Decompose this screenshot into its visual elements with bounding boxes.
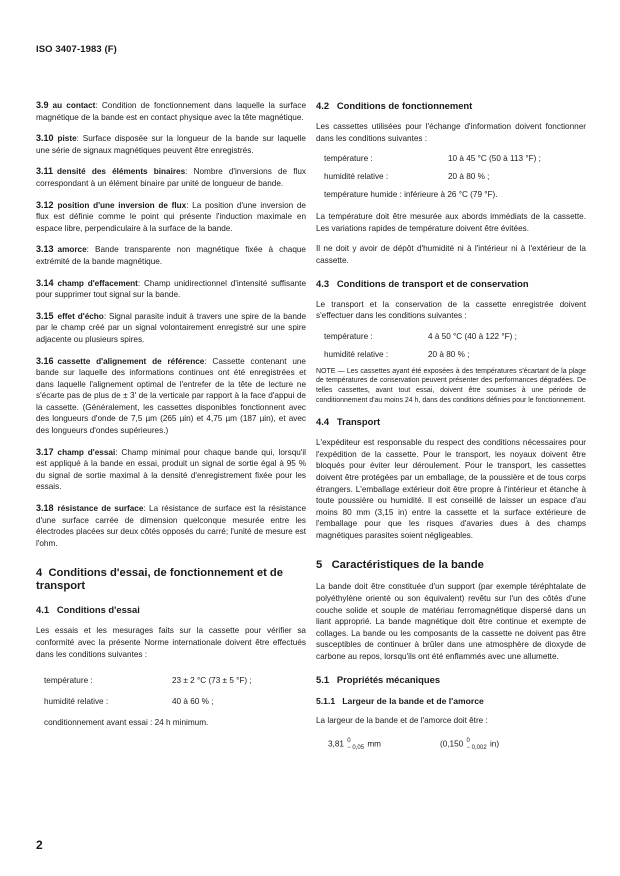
definition-number: 3.10 <box>36 133 54 144</box>
section-4-1-heading <box>36 604 306 616</box>
condition-label: température : <box>44 676 93 686</box>
section-number: 4.3 <box>316 277 330 289</box>
section-5-1-1-text: La largeur de la bande et de l'amorce doit être : <box>316 715 488 725</box>
condition-label: humidité relative : <box>324 349 389 359</box>
condition-value: 4 à 50 °C (40 à 122 °F) ; <box>428 331 517 341</box>
condition-label: température : <box>324 331 373 341</box>
condition-label: température : <box>324 154 373 164</box>
definition-number: 3.17 <box>36 446 54 457</box>
definition-term: résistance de surface <box>57 504 144 514</box>
definition-term: piste <box>57 134 77 144</box>
definition-text: : Cassette contenant une bande sur laquelle des informations continues ont été enregistrées et dans laquelle l'alignement optimal de l'entrefer de la tête de lecture ne s'écarte pas de plus de ± 3' de la verticale par rapport à la face d'appui de la cassette. (Généralement, les cassettes disponibles fonctionnent avec des longueurs d'onde de 7,5 µm (265 µin) et 4,75 µm (187 µin), et avec des longueurs d'ondes supérieures.) <box>36 356 306 436</box>
section-5-heading <box>316 559 586 572</box>
section-number: 5 <box>316 559 323 572</box>
document-header: ISO 3407-1983 (F) <box>36 44 117 55</box>
section-4-2-heading <box>316 100 586 112</box>
section-title: Caractéristiques de la bande <box>331 559 484 572</box>
definition-item <box>36 447 306 493</box>
op-condition-wet-temperature <box>324 189 586 202</box>
section-4-3-heading <box>316 278 586 290</box>
tolerance-lower: − 0,05 <box>347 744 365 751</box>
definition-text: : Signal parasite induit à travers une spire de la bande par le champ créé par un signal volontairement enregistré sur une spire adjacente ou plusieurs spires. <box>36 311 307 344</box>
section-number: 5.1 <box>316 673 330 685</box>
condition-label: conditionnement avant essai : 24 h minimum. <box>44 718 209 728</box>
width-in-value: (0,150 <box>440 739 464 749</box>
definition-term: champ d'essai <box>57 447 116 457</box>
section-4-2-text: Les cassettes utilisées pour l'échange d'information doivent fonctionner dans les conditions suivantes : <box>316 122 586 143</box>
section-4-1-text: Les essais et les mesurages faits sur la cassette pour vérifier sa conformité avec la présente Norme internationale doivent être effectués dans les conditions suivantes : <box>36 626 306 659</box>
section-title: Conditions d'essai <box>56 604 140 616</box>
definitions-list <box>36 100 306 549</box>
section-title: Largeur de la bande et de l'amorce <box>342 695 484 706</box>
section-title: Conditions de transport et de conservation <box>336 277 529 289</box>
definition-number: 3.15 <box>36 310 54 321</box>
definition-term: densité des éléments binaires <box>57 167 186 177</box>
definition-number: 3.9 <box>36 100 49 110</box>
width-in-tolerance <box>467 738 487 751</box>
storage-note: NOTE — Les cassettes ayant été exposées à des températures s'écartant de la plage de températures de conservation peuvent présenter des performances dégradées. De telles cassettes, avant tout essai, doivent être soumises à une période de conditionnement d'au moins 24 h, dans des conditions définies pour le fonctionnement. <box>316 367 586 404</box>
right-column <box>316 100 586 752</box>
definition-number: 3.16 <box>36 355 54 366</box>
tolerance-upper: 0 <box>347 738 351 745</box>
definition-item <box>36 503 306 549</box>
section-title: Conditions de fonctionnement <box>336 100 473 111</box>
definition-number: 3.18 <box>36 503 54 514</box>
definition-text: : Champ minimal pour chaque bande qui, lorsqu'il est appliqué à la bande en essai, produit un signal de sortie égal à 95 % du signal de sortie maximal à la densité d'enregistrement fixée pour les essais. <box>36 447 307 492</box>
definition-number: 3.11 <box>36 166 54 177</box>
section-title: Propriétés mécaniques <box>336 673 441 685</box>
storage-condition-temperature <box>324 331 586 344</box>
test-condition-humidity <box>44 696 306 709</box>
section-number: 4.1 <box>36 604 50 616</box>
condition-value: 40 à 60 % ; <box>172 697 214 707</box>
definition-term: cassette d'alignement de référence <box>57 356 205 366</box>
width-mm-tolerance <box>347 738 364 751</box>
condition-value: 20 à 80 % ; <box>448 172 490 182</box>
width-mm-unit: mm <box>367 739 381 749</box>
definition-text: : La position d'une inversion de flux est définie comme le point qui présente l'induction maximale en espace libre, perpendiculaire à la surface de la bande. <box>36 200 306 233</box>
section-title: Conditions d'essai, de fonctionnement et de transport <box>36 567 283 593</box>
section-5-text: La bande doit être constituée d'un support (par exemple téréphtalate de polyéthylène orienté ou son équivalent) revêtu sur l'un des côtés d'une couche solide et souple de matériau ferromagnétique dispersé dans un liant approprié. La bande magnétique doit être continue et exempte de collages. La bande ou les composants de la cassette ne doivent pas être susceptibles de continuer à brûler dans une atmosphère de dioxyde de carbone au repos, lorsqu'ils ont été enflammés avec une allumette. <box>316 582 586 662</box>
section-4-3-text: Le transport et la conservation de la cassette enregistrée doivent s'effectuer dans les conditions suivantes : <box>316 299 586 321</box>
page-number: 2 <box>36 838 43 852</box>
width-in <box>440 738 499 751</box>
definition-number: 3.13 <box>36 244 54 255</box>
definition-term: effet d'écho <box>57 311 104 321</box>
storage-condition-humidity <box>324 349 586 362</box>
section-4-2-paragraph-3: Il ne doit y avoir de dépôt d'humidité ni à l'intérieur ni à l'extérieur de la cassette. <box>316 244 586 265</box>
definition-text: : Surface disposée sur la longueur de la bande sur laquelle une série de signaux magnétiques peuvent être enregistrés. <box>36 134 306 155</box>
op-condition-humidity <box>324 171 586 184</box>
section-number: 4 <box>36 567 43 580</box>
section-title: Transport <box>336 416 381 428</box>
definition-item <box>36 244 306 267</box>
definition-number: 3.14 <box>36 277 54 288</box>
left-column <box>36 100 306 735</box>
definition-item <box>36 100 306 123</box>
definition-text: : Condition de fonctionnement dans laquelle la surface magnétique de la bande est en contact physique avec la tête magnétique. <box>36 101 306 122</box>
definition-term: position d'une inversion de flux <box>57 200 187 210</box>
definition-term: amorce <box>57 245 87 255</box>
condition-label: humidité relative : <box>44 697 109 707</box>
definition-text: : Bande transparente non magnétique fixée à chaque extrémité de la bande magnétique. <box>36 245 306 266</box>
test-condition-temperature <box>44 675 306 688</box>
condition-value: 23 ± 2 °C (73 ± 5 °F) ; <box>172 676 252 686</box>
definition-item <box>36 311 306 346</box>
definition-item <box>36 166 306 189</box>
section-4-heading <box>36 567 306 593</box>
op-condition-temperature <box>324 153 586 166</box>
tolerance-upper: 0 <box>466 738 470 745</box>
section-5-1-1-heading <box>316 695 586 707</box>
definition-text: : Champ unidirectionnel d'intensité suffisante pour supprimer tout signal sur la bande. <box>36 278 307 300</box>
section-4-4-heading <box>316 416 586 428</box>
tolerance-lower: − 0,002 <box>466 744 487 751</box>
section-5-1-heading <box>316 674 586 686</box>
condition-label: température humide : inférieure à 26 °C (79 °F). <box>324 190 498 200</box>
definition-item <box>36 356 306 437</box>
definition-term: champ d'effacement <box>57 278 138 288</box>
condition-value: 10 à 45 °C (50 à 113 °F) ; <box>448 154 541 164</box>
width-mm-value: 3,81 <box>328 739 344 749</box>
tape-width-tolerance <box>328 736 586 752</box>
definition-item <box>36 278 306 301</box>
width-mm <box>328 738 381 751</box>
test-condition-conditioning <box>44 717 306 730</box>
section-number: 5.1.1 <box>316 695 336 706</box>
section-number: 4.4 <box>316 416 330 428</box>
condition-value: 20 à 80 % ; <box>428 349 470 359</box>
definition-text: : La résistance de surface est la résistance d'une surface carrée de dimension quelconque mesurée entre les électrodes placées sur deux côtés opposés du carré; l'unité de mesure est l'ohm. <box>36 504 307 548</box>
definition-number: 3.12 <box>36 199 54 210</box>
definition-item <box>36 200 306 235</box>
definition-text: : Nombre d'inversions de flux correspondant à un élément binaire par unité de longueur de bande. <box>36 167 306 188</box>
section-4-4-text: L'expéditeur est responsable du respect des conditions nécessaires pour l'expédition de la cassette. Pour le transport, les noyaux doivent être bloqués pour éviter leur déroulement. Pour le transport, les cassettes doivent être protégées par un emballage, de la poussière et de tous corps étrangers. L'emballage extérieur doit être propre à l'intérieur et étanche à toute poussière ou humidité. Il est conseillé de laisser un espace d'au moins 80 mm (3,15 in) entre la cassette et la surface extérieure de l'emballage pour que les risques d'avaries dues à des champs magnétiques parasites soient négligeables. <box>316 438 586 540</box>
definition-term: au contact <box>52 101 96 110</box>
section-number: 4.2 <box>316 100 330 111</box>
section-4-2-paragraph-2: La température doit être mesurée aux abords immédiats de la cassette. Les variations rapides de température doivent être évitées. <box>316 212 586 233</box>
definition-item <box>36 133 306 156</box>
condition-label: humidité relative : <box>324 172 389 182</box>
width-in-unit: in) <box>489 739 500 749</box>
